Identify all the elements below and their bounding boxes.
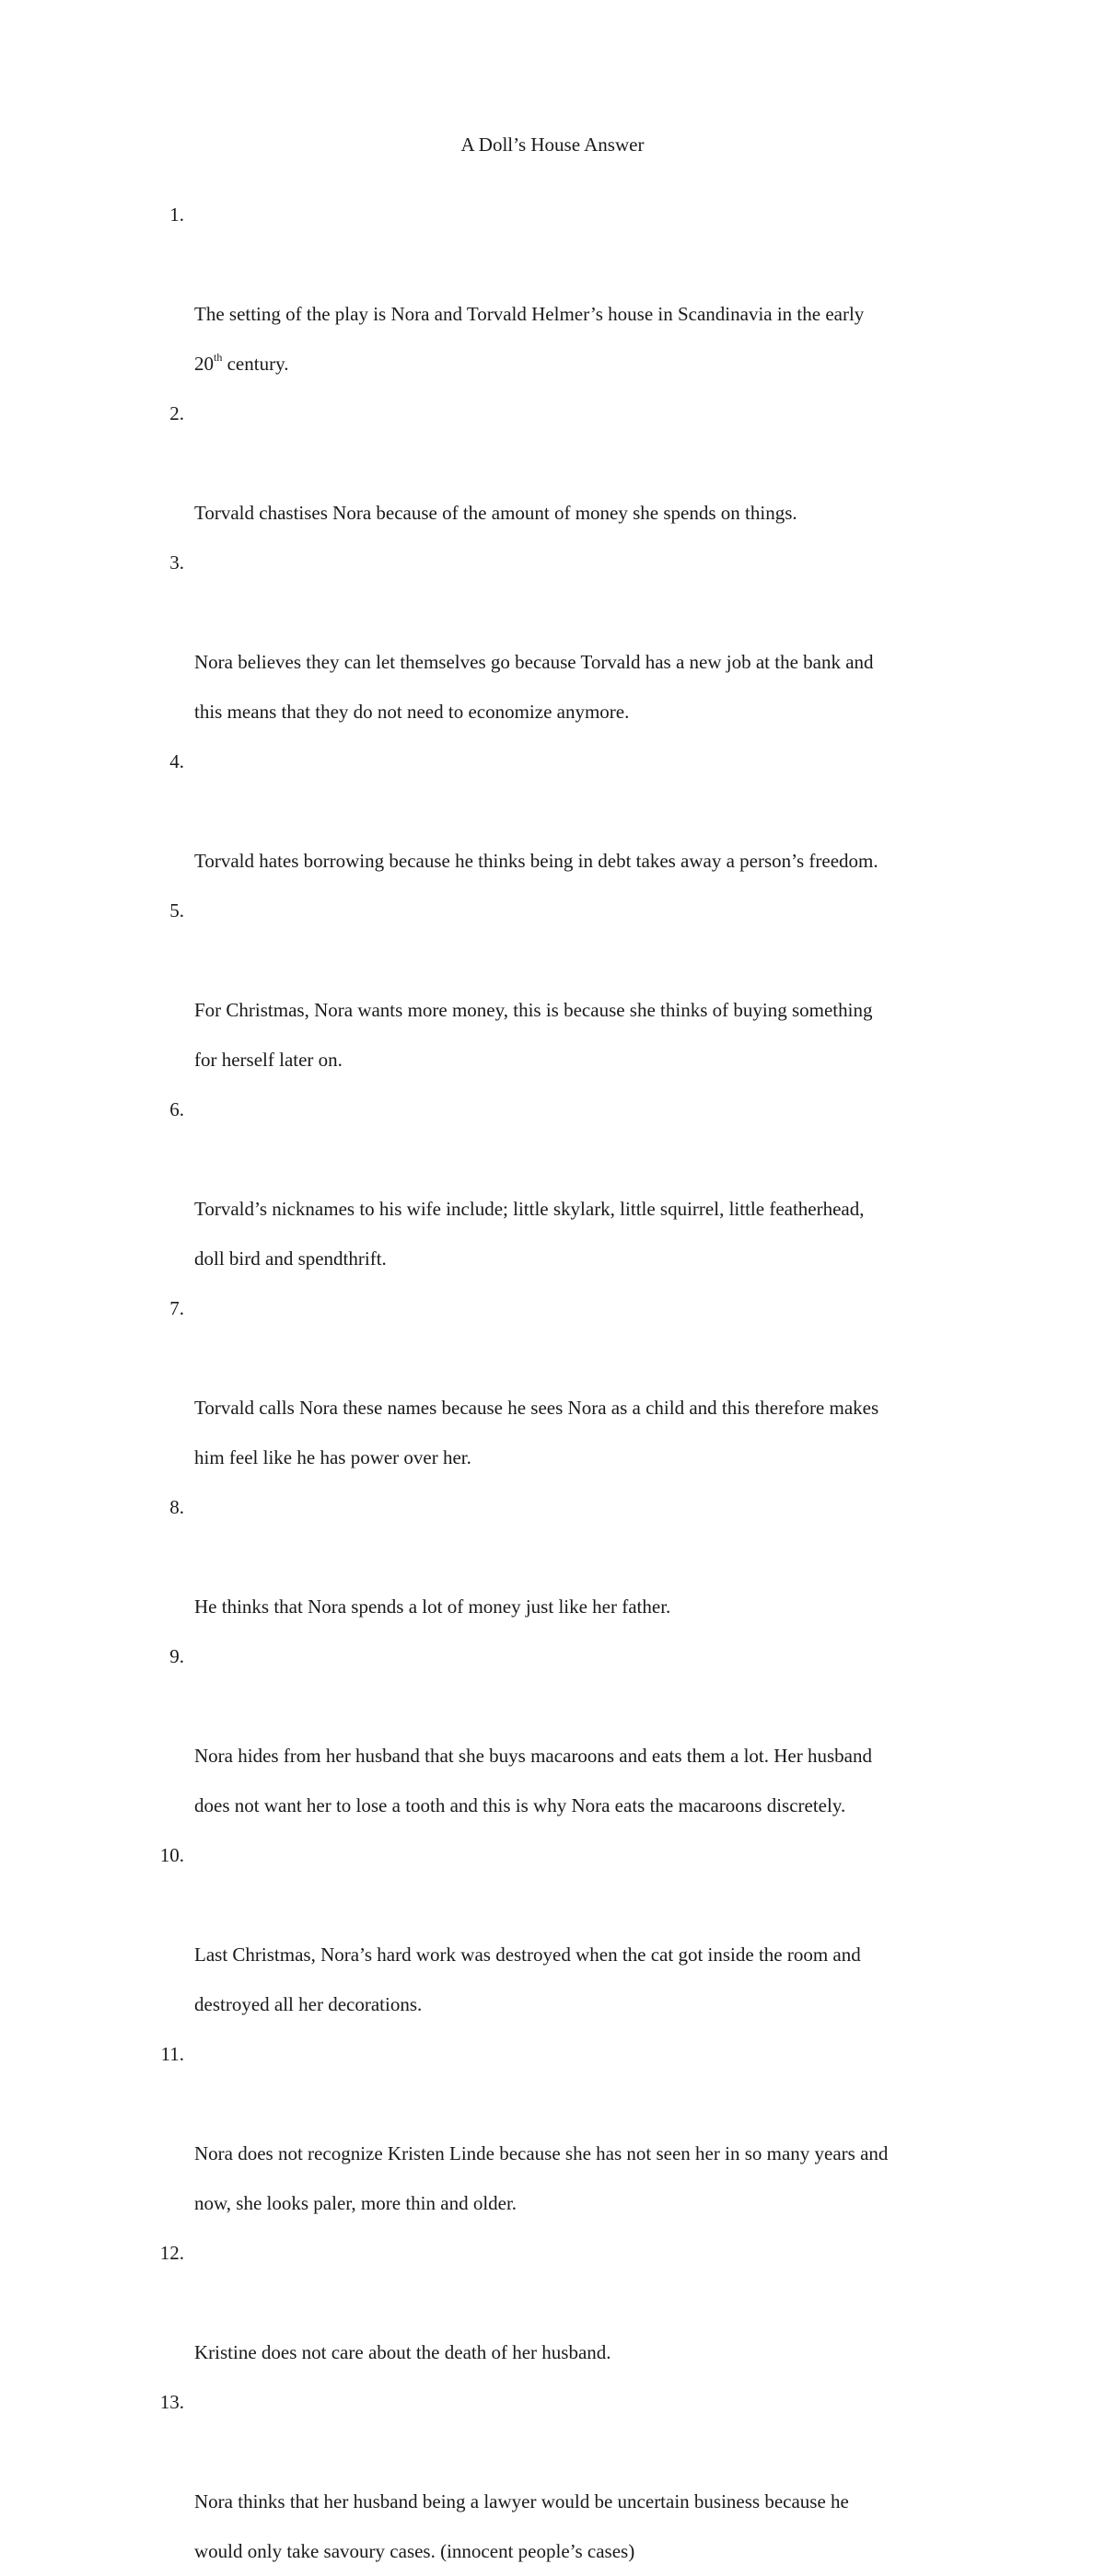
answer-number: 13. (159, 2391, 184, 2413)
answer-list (155, 190, 983, 2576)
answer-text: Nora thinks that her husband being a lawyer would be uncertain business because he would only take savoury cases. (innocent people’s cases) (194, 2490, 849, 2562)
answer-text-after: century. (222, 353, 289, 375)
answer-item-5 (155, 886, 983, 1085)
document-title: A Doll’s House Answer (460, 133, 645, 156)
answer-item-12 (155, 2228, 983, 2377)
answer-text: Nora believes they can let themselves go because Torvald has a new job at the bank and this means that they do not need to economize anymore. (194, 651, 874, 723)
answer-item-6 (155, 1085, 983, 1283)
answer-number: 7. (169, 1297, 184, 1319)
answer-item-3 (155, 538, 983, 737)
answer-number: 5. (169, 899, 184, 922)
answer-text-before: The setting of the play is Nora and Torvald Helmer’s house in Scandinavia in the early 20 (194, 303, 865, 375)
answer-text: Nora hides from her husband that she buys macaroons and eats them a lot. Her husband does not want her to lose a tooth and this is why Nora eats the macaroons discretely. (194, 1745, 872, 1816)
answer-text: Nora does not recognize Kristen Linde because she has not seen her in so many years and now, she looks paler, more thin and older. (194, 2142, 889, 2214)
answer-text: Torvald’s nicknames to his wife include; little skylark, little squirrel, little featherhead, doll bird and spendthrift. (194, 1198, 865, 1270)
answer-text: Kristine does not care about the death of her husband. (194, 2341, 611, 2363)
answer-text: Torvald chastises Nora because of the amount of money she spends on things. (194, 502, 797, 524)
answer-number: 10. (159, 1844, 184, 1866)
answer-number: 8. (169, 1496, 184, 1518)
answer-item-10 (155, 1830, 983, 2029)
answer-text (194, 303, 864, 375)
answer-item-8 (155, 1482, 983, 1631)
answer-number: 2. (169, 402, 184, 424)
answer-item-4 (155, 737, 983, 886)
answer-text: He thinks that Nora spends a lot of money just like her father. (194, 1595, 671, 1618)
answer-text: For Christmas, Nora wants more money, this is because she thinks of buying something for herself later on. (194, 999, 873, 1071)
answer-item-1 (155, 190, 983, 389)
answer-item-9 (155, 1631, 983, 1830)
answer-text: Torvald calls Nora these names because he sees Nora as a child and this therefore makes him feel like he has power over her. (194, 1397, 879, 1468)
answer-item-2 (155, 389, 983, 538)
answer-item-11 (155, 2029, 983, 2228)
answer-number: 4. (169, 750, 184, 772)
answer-number: 9. (169, 1645, 184, 1667)
answer-number: 1. (169, 203, 184, 226)
answer-text: Torvald hates borrowing because he thinks being in debt takes away a person’s freedom. (194, 850, 878, 872)
answer-text: Last Christmas, Nora’s hard work was destroyed when the cat got inside the room and destroyed all her decorations. (194, 1944, 861, 2015)
answer-item-13 (155, 2377, 983, 2576)
answer-item-7 (155, 1283, 983, 1482)
answer-number: 6. (169, 1098, 184, 1120)
ordinal-suffix: th (214, 351, 223, 364)
answer-number: 3. (169, 551, 184, 574)
answer-number: 12. (159, 2242, 184, 2264)
answer-number: 11. (160, 2043, 184, 2065)
